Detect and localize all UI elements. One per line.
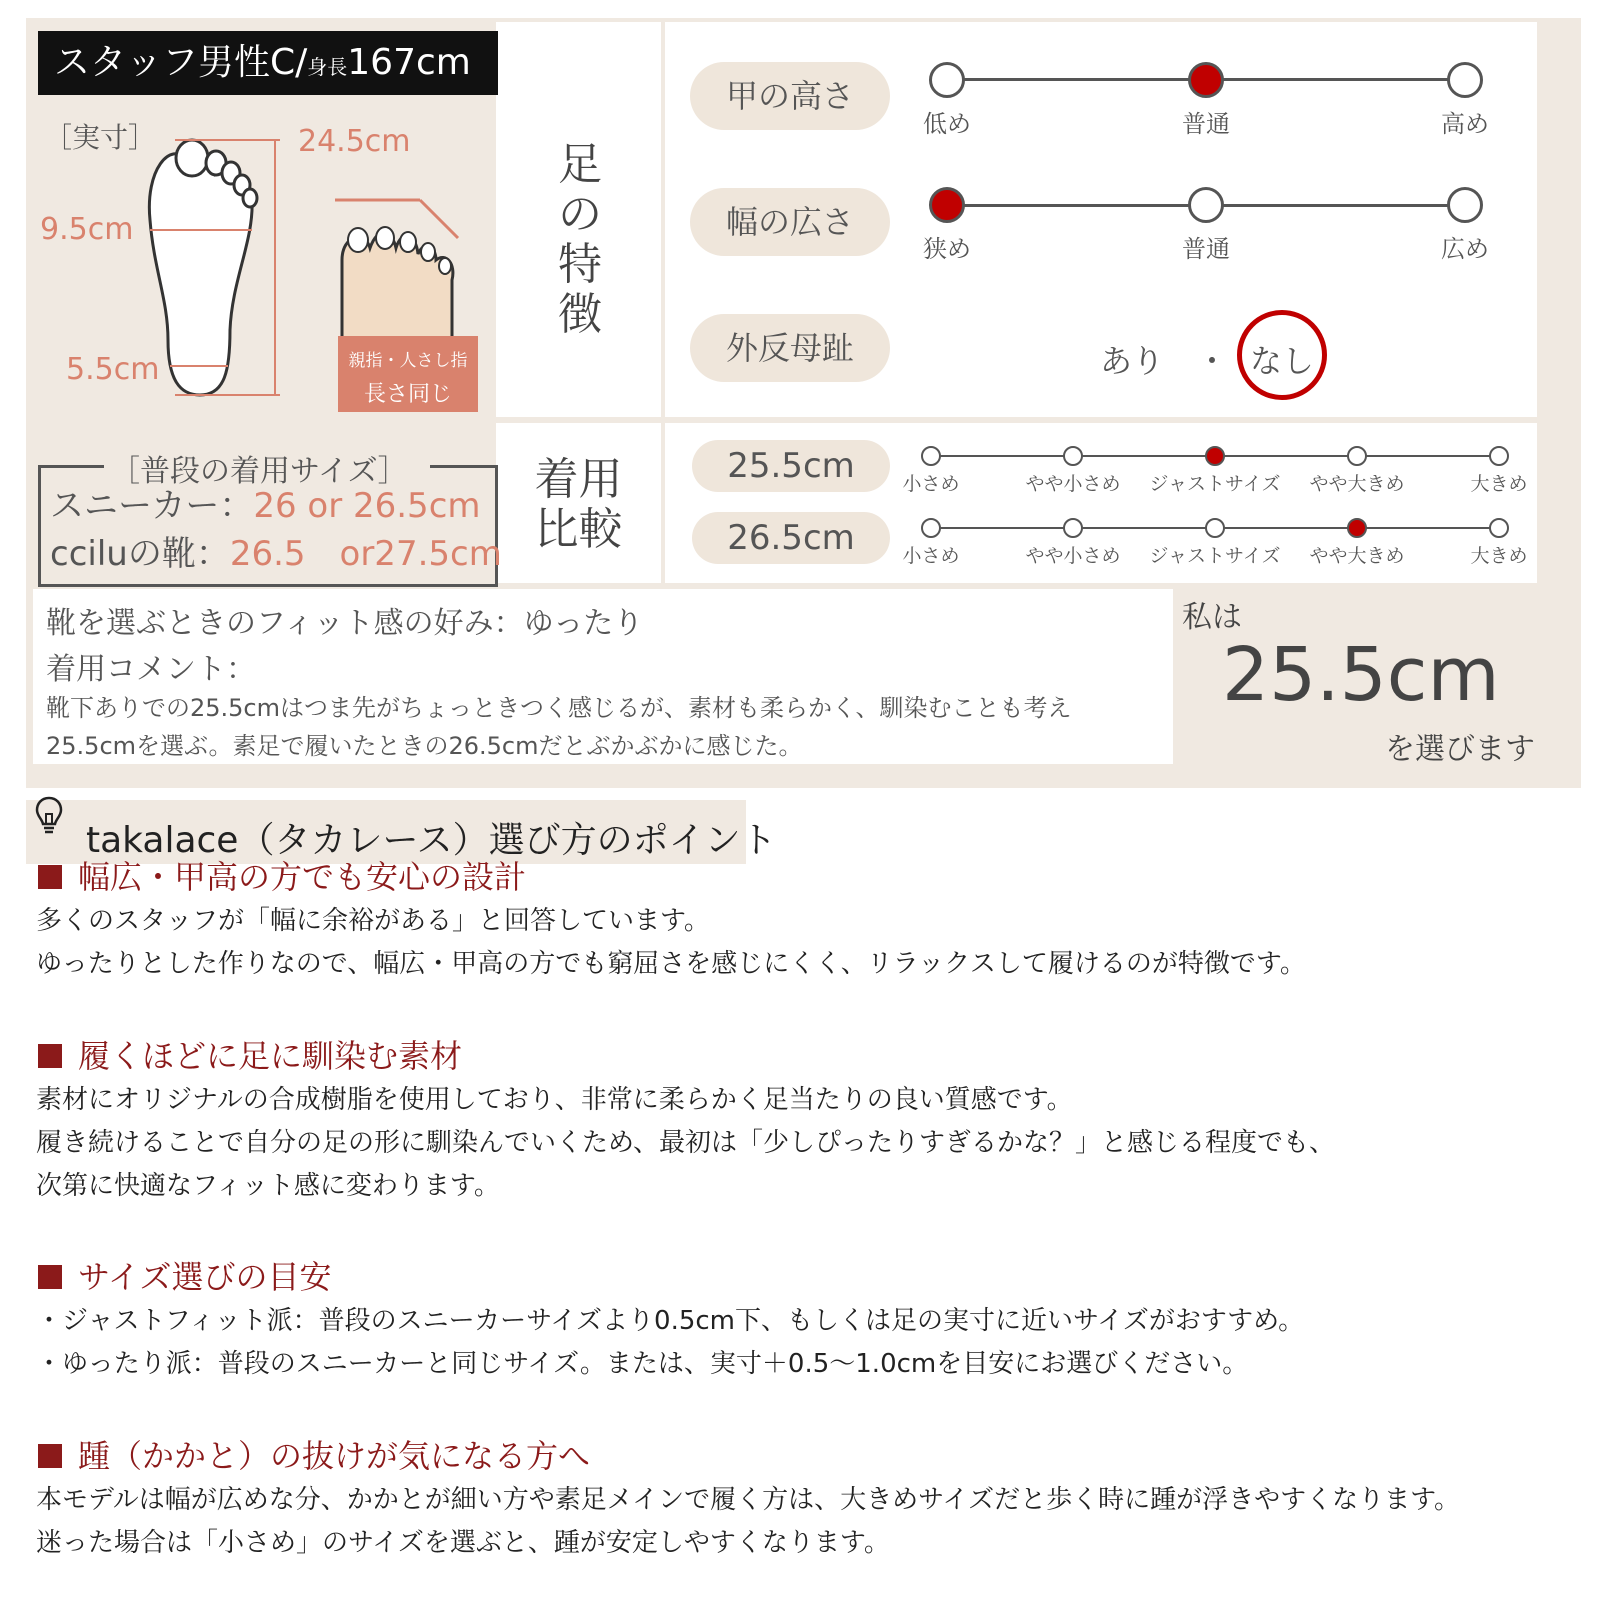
comparison-dot-1-5 — [1489, 446, 1509, 466]
point-text: ・ジャストフィット派：普段のスニーカーサイズより0.5cm下、もしくは足の実寸に近いサイズがおすすめ。 — [36, 1306, 1305, 1336]
comparison-label-2-2: やや小さめ — [1025, 545, 1121, 567]
features-section-label: 足 の 特 徴 — [558, 139, 602, 340]
comparison-label-2-1: 小さめ — [902, 545, 960, 567]
lightbulb-icon — [34, 794, 64, 838]
choice-prefix: 私は — [1182, 600, 1242, 635]
comparison-dot-1-4 — [1347, 446, 1367, 466]
comparison-dot-2-5 — [1489, 518, 1509, 538]
width-scale-dot-1 — [929, 187, 965, 223]
comparison-label-2-3: ジャストサイズ — [1149, 545, 1281, 567]
point-heading — [38, 852, 526, 898]
fit-preference: 靴を選ぶときのフィット感の好み：ゆったり — [46, 606, 644, 641]
instep-scale-dot-1 — [929, 62, 965, 98]
square-bullet-icon — [38, 865, 62, 889]
point-text: 次第に快適なフィット感に変わります。 — [36, 1171, 500, 1201]
square-bullet-icon — [38, 1044, 62, 1068]
points-title: takalace（タカレース）選び方のポイント — [86, 820, 777, 861]
point-text: 履き続けることで自分の足の形に馴染んでいくため、最初は「少しぴったりすぎるかな？」と感じる程度でも、 — [36, 1128, 1335, 1158]
comparison-dot-2-2 — [1063, 518, 1083, 538]
comment-heading: 着用コメント： — [46, 652, 256, 687]
point-heading — [38, 1252, 331, 1298]
point-text: 素材にオリジナルの合成樹脂を使用しており、非常に柔らかく足当たりの良い質感です。 — [36, 1085, 1073, 1115]
instep-scale-label-2: 普通 — [1182, 110, 1230, 138]
comment-line-2: 25.5cmを選ぶ。素足で履いたときの26.5cmだとぶかぶかに感じた。 — [46, 732, 803, 760]
point-text: 迷った場合は「小さめ」のサイズを選ぶと、踵が安定しやすくなります。 — [36, 1528, 890, 1558]
comparison-dot-2-4 — [1347, 518, 1367, 538]
comment-line-1: 靴下ありでの25.5cmはつま先がちょっときつく感じるが、素材も柔らかく、馴染むことも考え — [46, 694, 1072, 722]
square-bullet-icon — [38, 1265, 62, 1289]
point-heading-text: 踵（かかと）の抜けが気になる方へ — [78, 1437, 591, 1475]
point-heading-text: 幅広・甲高の方でも安心の設計 — [78, 858, 527, 896]
hallux-pill: 外反母趾 — [690, 314, 890, 382]
usual-ccilu: cciluの靴：26.5 or27.5cm — [50, 534, 502, 574]
comparison-label-1-1: 小さめ — [902, 473, 960, 495]
comparison-label-1-2: やや小さめ — [1025, 473, 1121, 495]
heel-width: 5.5cm — [66, 352, 160, 387]
comparison-dot-2-1 — [921, 518, 941, 538]
comparison-label-1-4: やや大きめ — [1309, 473, 1405, 495]
comparison-label-2-5: 大きめ — [1470, 545, 1528, 567]
comparison-label-1-5: 大きめ — [1470, 473, 1528, 495]
point-text: ・ゆったり派：普段のスニーカーと同じサイズ。または、実寸＋0.5〜1.0cmを目安にお選びください。 — [36, 1349, 1249, 1379]
width-scale-dot-3 — [1447, 187, 1483, 223]
point-heading — [38, 1031, 462, 1077]
width-scale-label-2: 普通 — [1182, 235, 1230, 263]
point-heading-text: 履くほどに足に馴染む素材 — [78, 1037, 463, 1075]
hallux-no: なし — [1249, 342, 1314, 380]
choice-size: 25.5cm — [1222, 632, 1500, 718]
comparison-dot-1-1 — [921, 446, 941, 466]
square-bullet-icon — [38, 1444, 62, 1468]
foot-length: 24.5cm — [298, 124, 411, 159]
point-heading — [38, 1431, 590, 1477]
instep-scale-label-3: 高め — [1441, 110, 1489, 138]
comparison-label-1-3: ジャストサイズ — [1149, 473, 1281, 495]
toe-tag: 親指・人さし指 長さ同じ — [338, 336, 478, 412]
usual-box-divider — [38, 465, 104, 468]
width-scale-label-1: 狭め — [923, 235, 971, 263]
instep-scale-label-1: 低め — [923, 110, 971, 138]
instep-scale-dot-2 — [1188, 62, 1224, 98]
measurement-label: ［実寸］ — [44, 121, 157, 154]
hallux-yes: あり — [1100, 342, 1165, 380]
instep-pill: 甲の高さ — [690, 62, 890, 130]
size-pill-2: 26.5cm — [692, 512, 890, 564]
size-pill-1: 25.5cm — [692, 440, 890, 492]
instep-scale-dot-3 — [1447, 62, 1483, 98]
comparison-dot-1-2 — [1063, 446, 1083, 466]
point-text: ゆったりとした作りなので、幅広・甲高の方でも窮屈さを感じにくく、リラックスして履けるのが特徴です。 — [36, 949, 1306, 979]
usual-box-divider — [430, 465, 498, 468]
width-scale-label-3: 広め — [1441, 235, 1489, 263]
comparison-dot-1-3 — [1205, 446, 1225, 466]
hallux-sep: ・ — [1196, 342, 1229, 380]
point-heading-text: サイズ選びの目安 — [78, 1258, 332, 1296]
usual-sneaker: スニーカー：26 or 26.5cm — [50, 486, 481, 526]
width-scale-dot-2 — [1188, 187, 1224, 223]
usual-size-title: ［普段の着用サイズ］ — [110, 454, 408, 489]
point-text: 本モデルは幅が広めな分、かかとが細い方や素足メインで履く方は、大きめサイズだと歩く時に踵が浮きやすくなります。 — [36, 1485, 1461, 1515]
choice-suffix: を選びます — [1385, 732, 1535, 767]
staff-title: スタッフ男性C/身長167cm — [38, 31, 498, 95]
comparison-label-2-4: やや大きめ — [1309, 545, 1405, 567]
comparison-dot-2-3 — [1205, 518, 1225, 538]
point-text: 多くのスタッフが「幅に余裕がある」と回答しています。 — [36, 906, 710, 936]
width-pill: 幅の広さ — [690, 188, 890, 256]
foot-width: 9.5cm — [40, 212, 134, 247]
comparison-section-label: 着用 比較 — [534, 454, 623, 555]
